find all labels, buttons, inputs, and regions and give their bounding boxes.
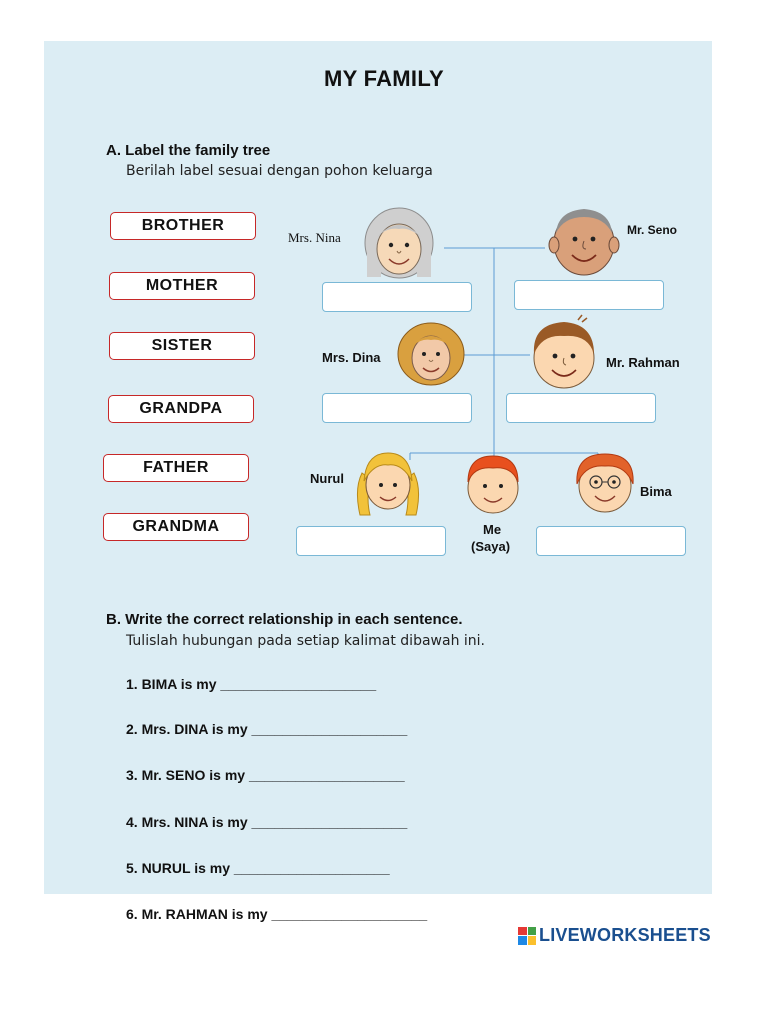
- answer-box-rahman[interactable]: [506, 393, 656, 423]
- section-a-heading: A. Label the family tree: [106, 142, 271, 159]
- answer-box-nina[interactable]: [322, 282, 472, 312]
- sentence-1[interactable]: 1. BIMA is my ____________________: [126, 676, 377, 692]
- logo-text: LIVEWORKSHEETS: [539, 925, 711, 945]
- liveworksheets-logo: [518, 925, 711, 946]
- word-grandma[interactable]: GRANDMA: [103, 513, 249, 541]
- sentence-2[interactable]: 2. Mrs. DINA is my ____________________: [126, 721, 408, 737]
- sister-nurul-face-icon: [352, 449, 424, 521]
- label-nurul: Nurul: [310, 471, 344, 486]
- section-b-heading: B. Write the correct relationship in each sentence.: [106, 611, 463, 628]
- me-face-icon: [462, 452, 524, 516]
- word-mother[interactable]: MOTHER: [109, 272, 255, 300]
- answer-box-dina[interactable]: [322, 393, 472, 423]
- label-bima: Bima: [640, 484, 672, 499]
- father-rahman-face-icon: [528, 314, 600, 390]
- answer-box-nurul[interactable]: [296, 526, 446, 556]
- label-mr-seno: Mr. Seno: [627, 223, 678, 237]
- sentence-6[interactable]: 6. Mr. RAHMAN is my ____________________: [126, 906, 428, 922]
- grandma-nina-face-icon: [363, 207, 435, 279]
- mother-dina-face-icon: [396, 322, 466, 388]
- label-mrs-nina: Mrs. Nina: [288, 230, 341, 245]
- label-me: Me: [483, 522, 502, 537]
- sentence-3[interactable]: 3. Mr. SENO is my ____________________: [126, 767, 405, 783]
- answer-box-seno[interactable]: [514, 280, 664, 310]
- page-title: MY FAMILY: [323, 66, 445, 91]
- label-saya: (Saya): [471, 539, 511, 554]
- sentence-5[interactable]: 5. NURUL is my ____________________: [126, 860, 390, 876]
- liveworksheets-logo-icon: [518, 927, 536, 945]
- word-grandpa[interactable]: GRANDPA: [108, 395, 254, 423]
- label-mr-rahman: Mr. Rahman: [606, 355, 680, 370]
- word-sister[interactable]: SISTER: [109, 332, 255, 360]
- section-a-subheading: Berilah label sesuai dengan pohon keluarga: [126, 163, 433, 179]
- label-mrs-dina: Mrs. Dina: [322, 350, 381, 365]
- section-b-subheading: Tulislah hubungan pada setiap kalimat dibawah ini.: [126, 633, 485, 649]
- answer-box-bima[interactable]: [536, 526, 686, 556]
- word-father[interactable]: FATHER: [103, 454, 249, 482]
- sentence-4[interactable]: 4. Mrs. NINA is my ____________________: [126, 814, 408, 830]
- brother-bima-face-icon: [571, 450, 639, 516]
- word-brother[interactable]: BROTHER: [110, 212, 256, 240]
- grandpa-seno-face-icon: [548, 205, 620, 277]
